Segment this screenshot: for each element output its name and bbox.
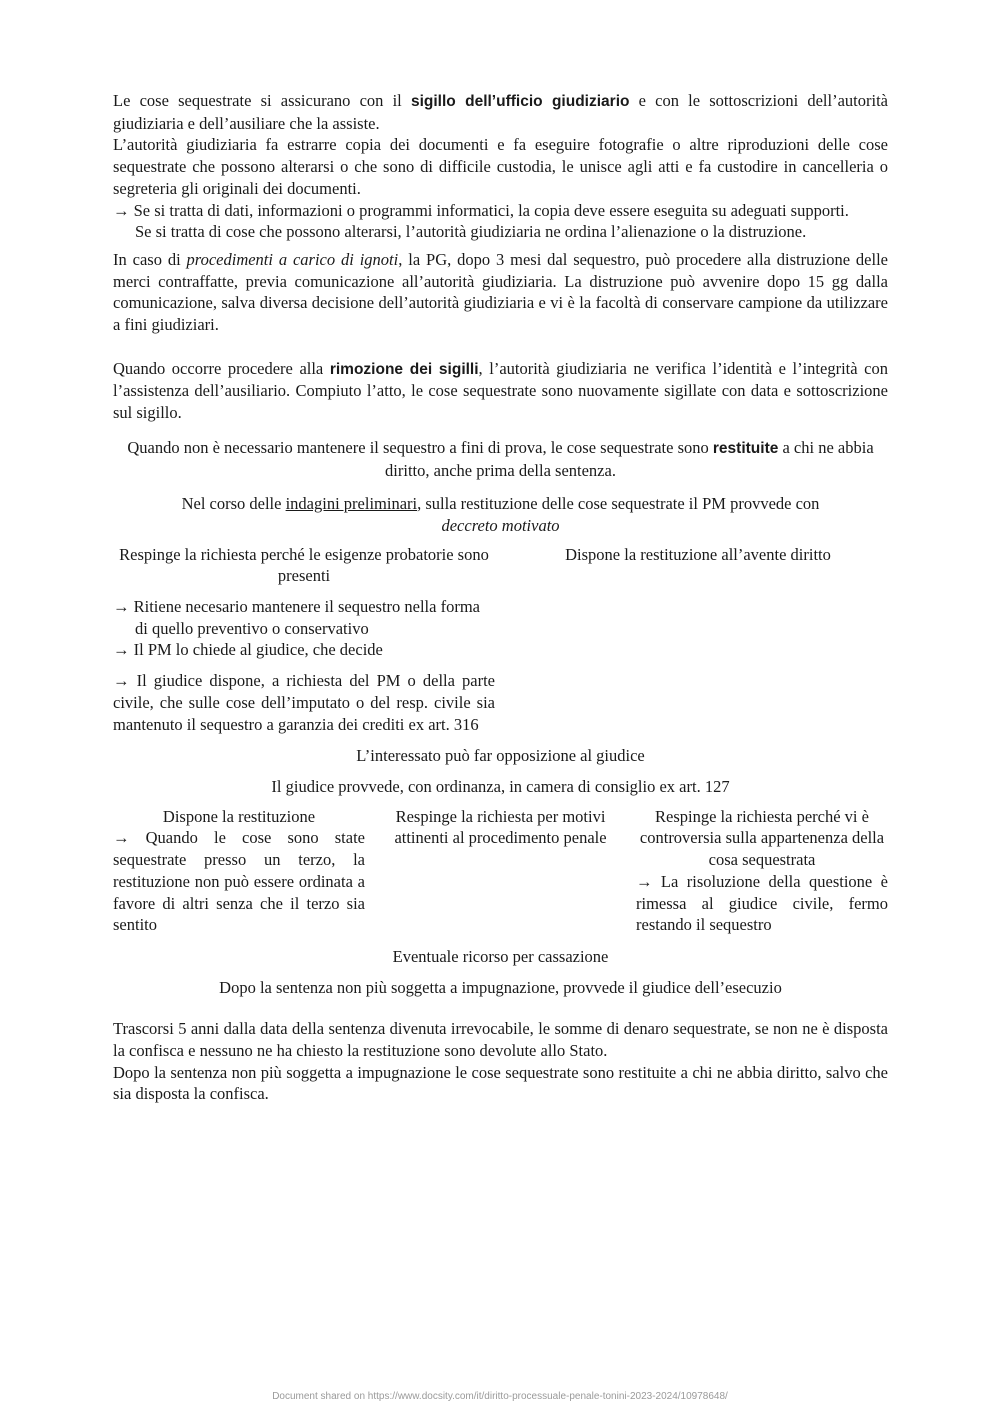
decision-branches — [113, 544, 888, 736]
bold-term: sigillo dell’ufficio giudiziario — [410, 93, 630, 110]
branch-judge-restitution-title: Dispone la restituzione — [162, 806, 316, 826]
paragraph-order: Il giudice provvede, con ordinanza, in camera di consiglio ex art. 127 — [271, 776, 730, 796]
branch-restitution-title: Dispone la restituzione all’avente diritto — [565, 544, 831, 564]
branch-judge-reject-penal — [375, 806, 627, 936]
bold-term: rimozione dei sigilli — [329, 360, 479, 378]
paragraph-opposition: L’interessato può far opposizione al giudice — [356, 746, 645, 766]
text: a chi ne abbia diritto, anche prima della sentenza. — [385, 437, 874, 480]
arrow-item-pm-request: → Il PM lo chiede al giudice, che decide — [113, 640, 383, 660]
paragraph-five-years: Trascorsi 5 anni dalla data della sentenza divenuta irrevocabile, le somme di denaro sequestrate, se non ne è disposta la confisca e nessuno ne ha chiesto la restituzione sono devolute allo Stato. — [113, 1019, 888, 1061]
branch-judge-restitution — [113, 806, 365, 936]
italic-term: deccreto motivato — [441, 515, 560, 535]
text: Nel corso delle — [181, 494, 286, 514]
paragraph-copies: L’autorità giudiziaria fa estrarre copia dei documenti e fa eseguire fotografie o altre riproduzioni delle cose sequestrate che possono alterarsi o che sono di difficile custodia, le unisce agli atti e fa custodire in cancelleria o segreteria gli originali dei documenti. — [113, 135, 888, 198]
branch-reject — [113, 544, 495, 736]
text: , la PG, dopo 3 mesi dal sequestro, può procedere alla distruzione delle merci contraffatte, previa comunicazione all’autorità giudiziaria. La distruzione può avvenire dopo 15 gg dalla comunicazione, salva diversa decisione dell’autorità giudiziaria e vi è la facoltà di conservare campione da utilizzare a fini giudiziari. — [113, 249, 888, 335]
text: In caso di — [113, 249, 187, 269]
paragraph-restitution — [113, 437, 888, 481]
paragraph-seal — [113, 90, 888, 134]
paragraph-unknown-suspects — [113, 249, 888, 336]
branch-judge-reject-controversy-title: Respinge la richiesta perché vi è controversia sulla appartenenza della cosa sequestrata — [639, 806, 885, 870]
text: Quando non è necessario mantenere il sequestro a fini di prova, le cose sequestrate sono — [127, 437, 713, 457]
branch-reject-title: Respinge la richiesta perché le esigenze probatorie sono presenti — [119, 544, 489, 586]
text: , l’autorità giudiziaria ne verifica l’identità e l’integrità con l’assistenza dell’ausiliario. Compiuto l’atto, le cose sequestrate sono nuovamente sigillate con data e sottoscrizione sul sigillo. — [113, 358, 888, 423]
branch-judge-reject-controversy-text: → La risoluzione della questione è rimessa al giudice civile, fermo restando il sequestro — [636, 871, 888, 935]
arrow-item-judge-guarantee: → Il giudice dispone, a richiesta del PM o della parte civile, che sulle cose dell’imputato o del resp. civile sia mantenuto il sequestro a garanzia dei crediti ex art. 316 — [113, 671, 495, 734]
paragraph-seal-removal — [113, 358, 888, 424]
text: Quando occorre procedere alla — [113, 358, 330, 378]
arrow-item-data: → Se si tratta di dati, informazioni o programmi informatici, la copia deve essere eseguita su adeguati supporti. — [113, 200, 849, 220]
paragraph-alienation: Se si tratta di cose che possono alterarsi, l’autorità giudiziaria ne ordina l’alienazione o la distruzione. — [135, 222, 807, 242]
branch-judge-reject-penal-title: Respinge la richiesta per motivi attinenti al procedimento penale — [394, 806, 607, 848]
bold-term: restituite — [712, 439, 779, 457]
document-body — [113, 90, 888, 1105]
docsity-footer: Document shared on https://www.docsity.com/it/diritto-processuale-penale-tonini-2023-2024/10978648/ — [272, 1391, 728, 1402]
branch-judge-restitution-text: → Quando le cose sono state sequestrate presso un terzo, la restituzione non può essere ordinata a favore di altri senza che il terzo sia sentito — [113, 828, 365, 935]
paragraph-cassation: Eventuale ricorso per cassazione — [392, 946, 609, 966]
text: e con le sottoscrizioni dell’autorità giudiziaria e dell’ausiliare che la assiste. — [113, 91, 888, 133]
branch-restitution — [508, 544, 888, 736]
italic-term: procedimenti a carico di ignoti — [186, 249, 399, 269]
paragraph-execution-judge: Dopo la sentenza non più soggetta a impugnazione, provvede il giudice dell’esecuzio — [219, 977, 782, 997]
branch-judge-reject-controversy — [636, 806, 888, 936]
paragraph-preliminary-investigations — [113, 493, 888, 536]
paragraph-after-sentence: Dopo la sentenza non più soggetta a impugnazione le cose sequestrate sono restituite a chi ne abbia diritto, salvo che sia disposta la confisca. — [113, 1062, 888, 1104]
judge-decision-branches — [113, 806, 888, 936]
arrow-item-preventive: → Ritiene necesario mantenere il sequestro nella forma di quello preventivo o conservativo — [113, 597, 480, 638]
underlined-term: indagini preliminari — [285, 494, 418, 514]
text: Le cose sequestrate si assicurano con il — [113, 91, 411, 110]
text: , sulla restituzione delle cose sequestrate il PM provvede con — [417, 494, 820, 514]
